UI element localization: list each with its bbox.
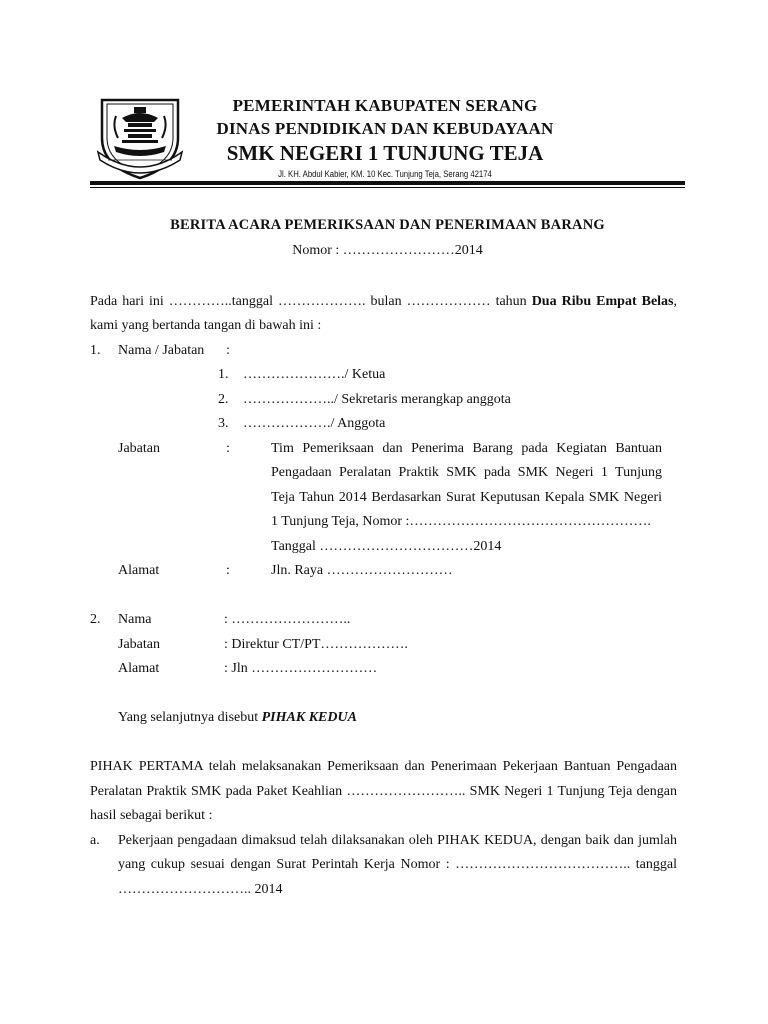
opening-comma: ,: [673, 294, 677, 309]
member-2-text: ………………../ Sekretaris merangkap anggota: [243, 392, 511, 407]
opening-line-2: kami yang bertanda tangan di bawah ini :: [90, 318, 322, 333]
jabatan-line-3: Teja Tahun 2014 Berdasarkan Surat Keputusan Kepala SMK Negeri: [271, 490, 662, 505]
letterhead-thick-rule: [90, 181, 685, 185]
party1-jabatan-colon: :: [226, 441, 230, 456]
school-name: SMK NEGERI 1 TUNJUNG TEJA: [226, 141, 544, 165]
party1-alamat-value: Jln. Raya ………………………: [271, 563, 453, 578]
member-3-number: 3.: [218, 416, 229, 431]
jabatan-line-4: 1 Tunjung Teja, Nomor :…………………………………………….: [271, 514, 651, 529]
party1-colon: :: [226, 343, 230, 358]
party2-number: 2.: [90, 612, 101, 627]
party2-jabatan-label: Jabatan: [118, 637, 160, 652]
member-1-number: 1.: [218, 367, 229, 382]
item-a-line-2: yang cukup sesuai dengan Surat Perintah Kerja Nomor : ……………………………….. tanggal: [118, 857, 677, 872]
body-line-3: hasil sebagai berikut :: [90, 808, 213, 823]
party1-alamat-label: Alamat: [118, 563, 160, 578]
letterhead: [190, 94, 580, 181]
party2-alamat-label: Alamat: [118, 661, 160, 676]
jabatan-line-2: Pengadaan Peralatan Praktik SMK pada SMK Negeri 1 Tunjung: [271, 465, 662, 480]
government-name: PEMERINTAH KABUPATEN SERANG: [232, 96, 538, 115]
kabupaten-serang-crest-icon: [94, 94, 186, 180]
member-2-number: 2.: [218, 392, 229, 407]
party1-alamat-colon: :: [226, 563, 230, 578]
letterhead-thin-rule: [90, 187, 685, 188]
item-a-line-3: ……………………….. 2014: [118, 882, 283, 897]
item-a-label: a.: [90, 833, 100, 848]
school-address: Jl. KH. Abdul Kabier, KM. 10 Kec. Tunjung Teja, Serang 42174: [278, 169, 492, 179]
party1-nama-label: Nama / Jabatan: [118, 343, 205, 358]
party2-designation: [118, 708, 357, 728]
jabatan-line-1: Tim Pemeriksaan dan Penerima Barang pada Kegiatan Bantuan: [271, 441, 662, 456]
party2-alamat-value: : Jln ………………………: [224, 661, 378, 676]
document-number: Nomor : ……………………2014: [292, 243, 483, 258]
body-line-2: Peralatan Praktik SMK pada Paket Keahlian …………………….. SMK Negeri 1 Tunjung Teja dengan: [90, 784, 677, 799]
pihak-kedua-label: PIHAK KEDUA: [261, 710, 357, 725]
document-title: BERITA ACARA PEMERIKSAAN DAN PENERIMAAN BARANG: [170, 217, 605, 233]
opening-line-1: [90, 292, 677, 312]
party1-jabatan-label: Jabatan: [118, 441, 160, 456]
opening-date-text: Pada hari ini …………..tanggal ………………. bulan ……………… tahun: [90, 294, 532, 309]
jabatan-line-5: Tanggal ……………………………2014: [271, 539, 502, 554]
party2-jabatan-value: : Direktur CT/PT……………….: [224, 637, 408, 652]
member-1-text: …………………./ Ketua: [243, 367, 386, 382]
member-3-text: ………………./ Anggota: [243, 416, 386, 431]
body-line-1: PIHAK PERTAMA telah melaksanakan Pemeriksaan dan Penerimaan Pekerjaan Bantuan Pengadaan: [90, 759, 677, 774]
year-words: Dua Ribu Empat Belas: [531, 294, 674, 309]
item-a-line-1: Pekerjaan pengadaan dimaksud telah dilaksanakan oleh PIHAK KEDUA, dengan baik dan jumlah: [118, 833, 677, 848]
party2-nama-label: Nama: [118, 612, 152, 627]
party2-nama-value: : ……………………..: [224, 612, 351, 627]
party1-number: 1.: [90, 343, 101, 358]
designation-text: Yang selanjutnya disebut: [118, 710, 262, 725]
department-name: DINAS PENDIDIKAN DAN KEBUDAYAAN: [216, 119, 554, 138]
